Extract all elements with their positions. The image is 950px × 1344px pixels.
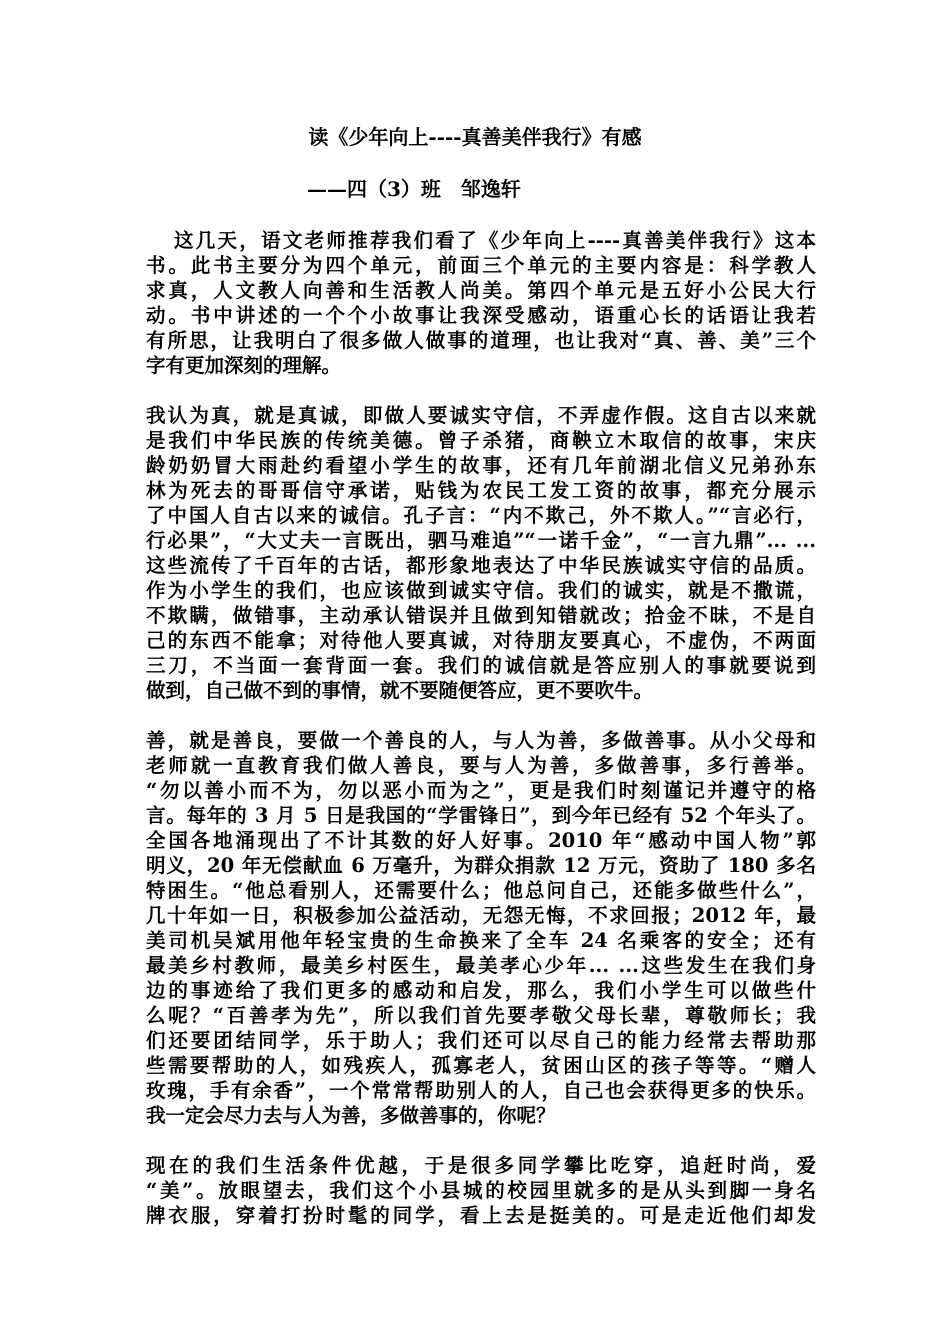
text-line: 牌衣服，穿着打扮时髦的同学，看上去是挺美的。可是走近他们却发 bbox=[146, 1204, 816, 1227]
paragraph-gap bbox=[146, 378, 816, 403]
paragraph-intro bbox=[146, 228, 816, 378]
text-line: 老师就一直教育我们做人善良，要与人为善，多做善事，多行善举。 bbox=[146, 754, 816, 777]
document-author: ——四（3）班 邹逸轩 bbox=[307, 177, 521, 201]
text-line: 些需要帮助的人，如残疾人，孤寡老人，贫困山区的孩子等等。“赠人 bbox=[146, 1054, 816, 1077]
text-line: 书。此书主要分为四个单元，前面三个单元的主要内容是：科学教人 bbox=[146, 254, 816, 277]
paragraph-kindness bbox=[146, 728, 816, 1128]
text-line: 了中国人自古以来的诚信。孔子言：“内不欺己，外不欺人。”“言必行， bbox=[146, 504, 816, 527]
text-line: 玫瑰，手有余香”，一个常常帮助别人的人，自己也会获得更多的快乐。 bbox=[146, 1079, 816, 1102]
text-line: 几十年如一日，积极参加公益活动，无怨无悔，不求回报；2012 年，最 bbox=[146, 904, 816, 927]
text-line: 行必果”，“大丈夫一言既出，驷马难追”“一诺千金”，“一言九鼎”... ... bbox=[146, 529, 816, 552]
text-line: 边的事迹给了我们更多的感动和启发，那么，我们小学生可以做些什 bbox=[146, 979, 816, 1002]
text-line: 我认为真，就是真诚，即做人要诚实守信，不弄虚作假。这自古以来就 bbox=[146, 404, 816, 427]
text-line: 我一定会尽力去与人为善，多做善事的，你呢？ bbox=[146, 1104, 556, 1127]
paragraph-gap bbox=[146, 1128, 816, 1153]
text-line: 动。书中讲述的一个个小故事让我深受感动，语重心长的话语让我若 bbox=[146, 304, 816, 327]
text-line: 们还要团结同学，乐于助人；我们还可以尽自己的能力经常去帮助那 bbox=[146, 1029, 816, 1052]
text-line: 么呢？“百善孝为先”，所以我们首先要孝敬父母长辈，尊敬师长；我 bbox=[146, 1004, 816, 1027]
text-line: 美司机吴斌用他年轻宝贵的生命换来了全车 24 名乘客的安全；还有 bbox=[146, 929, 816, 952]
text-line: 龄奶奶冒大雨赴约看望小学生的故事，还有几年前湖北信义兄弟孙东 bbox=[146, 454, 816, 477]
text-line: 求真，人文教人向善和生活教人尚美。第四个单元是五好小公民大行 bbox=[146, 279, 816, 302]
text-line: 现在的我们生活条件优越，于是很多同学攀比吃穿，追赶时尚，爱 bbox=[146, 1154, 816, 1177]
text-line: 三刀，不当面一套背面一套。我们的诚信就是答应别人的事就要说到 bbox=[146, 654, 816, 677]
document-body bbox=[146, 228, 816, 1228]
text-line: 林为死去的哥哥信守承诺，贴钱为农民工发工资的故事，都充分展示 bbox=[146, 479, 816, 502]
text-line: 全国各地涌现出了不计其数的好人好事。2010 年“感动中国人物”郭 bbox=[146, 829, 816, 852]
text-line: 这些流传了千百年的古话，都形象地表达了中华民族诚实守信的品质。 bbox=[146, 554, 816, 577]
text-line: 善，就是善良，要做一个善良的人，与人为善，多做善事。从小父母和 bbox=[146, 729, 816, 752]
paragraph-gap bbox=[146, 703, 816, 728]
text-line: 字有更加深刻的理解。 bbox=[146, 354, 342, 377]
text-line: 有所思，让我明白了很多做人做事的道理，也让我对“真、善、美”三个 bbox=[146, 329, 816, 352]
text-line: “勿以善小而不为，勿以恶小而为之”，更是我们时刻谨记并遵守的格 bbox=[146, 779, 816, 802]
paragraph-beauty bbox=[146, 1153, 816, 1228]
text-line: 作为小学生的我们，也应该做到诚实守信。我们的诚实，就是不撒谎， bbox=[146, 579, 816, 602]
text-line: 最美乡村教师，最美乡村医生，最美孝心少年... ...这些发生在我们身 bbox=[146, 954, 816, 977]
text-line: 做到，自己做不到的事情，就不要随便答应，更不要吹牛。 bbox=[146, 679, 654, 702]
text-line: 不欺瞒，做错事，主动承认错误并且做到知错就改；拾金不昧，不是自 bbox=[146, 604, 816, 627]
paragraph-truth bbox=[146, 403, 816, 703]
text-line: 明义，20 年无偿献血 6 万毫升，为群众捐款 12 万元，资助了 180 多名 bbox=[146, 854, 816, 877]
text-line: 特困生。“他总看别人，还需要什么；他总问自己，还能多做些什么”， bbox=[146, 879, 816, 902]
text-line: 言。每年的 3 月 5 日是我国的“学雷锋日”，到今年已经有 52 个年头了。 bbox=[146, 804, 816, 827]
document-title: 读《少年向上----真善美伴我行》有感 bbox=[308, 125, 642, 149]
text-line: “美”。放眼望去，我们这个小县城的校园里就多的是从头到脚一身名 bbox=[146, 1179, 816, 1202]
text-line: 这几天，语文老师推荐我们看了《少年向上----真善美伴我行》这本 bbox=[174, 229, 816, 252]
text-line: 是我们中华民族的传统美德。曾子杀猪，商鞅立木取信的故事，宋庆 bbox=[146, 429, 816, 452]
text-line: 己的东西不能拿；对待他人要真诚，对待朋友要真心，不虚伪，不两面 bbox=[146, 629, 816, 652]
